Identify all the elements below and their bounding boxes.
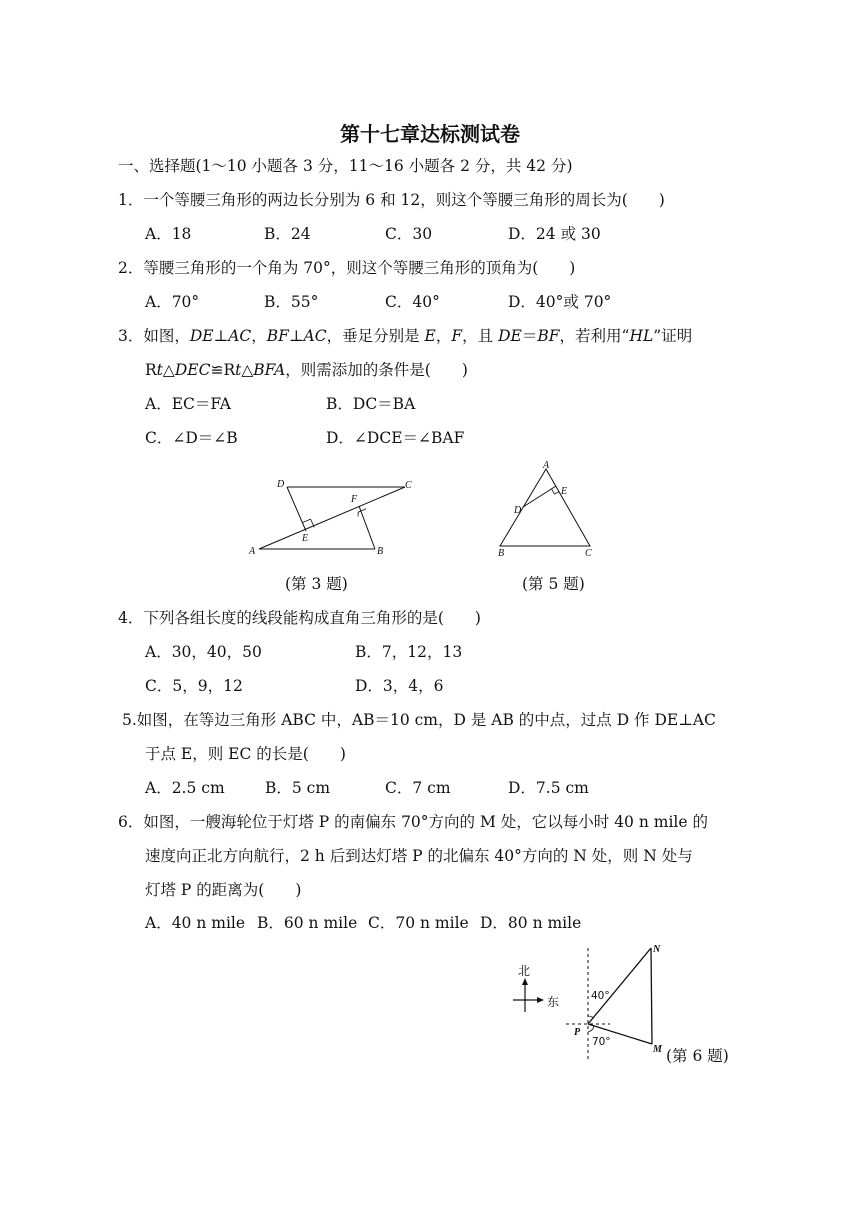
q3-option-d: D．∠DCE＝∠BAF [326,429,465,447]
q1-option-a: A．18 [145,225,192,243]
figure-6-diagram [505,940,675,1070]
q5-option-a: A．2.5 cm [145,779,225,797]
question-5-line1: 5.如图，在等边三角形 ABC 中，AB＝10 cm，D 是 AB 的中点，过点 D 作 DE⊥AC [122,711,716,729]
question-4-stem: 4．下列各组长度的线段能构成直角三角形的是( ) [118,609,481,627]
fig5-label-d: D [514,505,522,516]
compass-north-label: 北 [518,964,531,978]
fig5-label-c: C [585,548,592,559]
q6-option-d: D．80 n mile [480,914,582,932]
section-heading: 一、选择题(1～10 小题各 3 分，11～16 小题各 2 分，共 42 分) [118,157,573,175]
q3-option-a: A．EC＝FA [145,395,231,413]
q6-option-b: B．60 n mile [257,914,358,932]
q2-option-b: B．55° [264,293,319,311]
q6-option-c: C．70 n mile [368,914,469,932]
fig3-label-c: C [405,480,412,491]
q3-option-b: B．DC＝BA [326,395,416,413]
q1-option-d: D．24 或 30 [508,225,601,243]
question-3-stem-line2: Rt△DEC≌Rt△BFA，则需添加的条件是( ) [145,361,468,379]
compass-east-label: 东 [547,995,560,1009]
q5-option-d: D．7.5 cm [508,779,589,797]
q5-option-c: C．7 cm [385,779,451,797]
question-6-line2: 速度向正北方向航行，2 h 后到达灯塔 P 的北偏东 40°方向的 N 处，则 N 处与 [145,847,693,865]
q1-option-c: C．30 [385,225,433,243]
fig3-label-e: E [302,533,309,544]
page-title: 第十七章达标测试卷 [340,122,520,146]
question-1-stem: 1．一个等腰三角形的两边长分别为 6 和 12，则这个等腰三角形的周长为( ) [118,191,665,209]
compass-icon [513,978,544,1012]
fig6-label-n: N [653,944,661,955]
figure-6-caption: (第 6 题) [666,1047,729,1065]
q5-option-b: B．5 cm [265,779,331,797]
fig3-label-a: A [249,546,256,557]
q2-option-a: A．70° [145,293,200,311]
question-2-stem: 2．等腰三角形的一个角为 70°，则这个等腰三角形的顶角为( ) [118,259,576,277]
figure-5-caption: (第 5 题) [522,575,585,593]
q4-option-c: C．5，9，12 [145,677,243,695]
fig5-label-b: B [498,548,505,559]
q3-option-c: C．∠D＝∠B [145,429,238,447]
q4-option-d: D．3，4，6 [355,677,444,695]
q2-option-c: C．40° [385,293,440,311]
fig3-label-d: D [277,479,285,490]
fig6-label-m: M [653,1044,662,1055]
fig3-label-f: F [351,494,358,505]
figure-5-diagram [490,455,610,565]
question-6-line3: 灯塔 P 的距离为( ) [145,881,302,899]
q1-option-b: B．24 [264,225,311,243]
question-3-stem-line1: 3．如图，DE⊥AC，BF⊥AC，垂足分别是 E，F，且 DE＝BF，若利用“HL”证明 [118,327,693,345]
fig5-label-e: E [561,486,568,497]
fig3-label-b: B [377,546,384,557]
question-6-line1: 6．如图，一艘海轮位于灯塔 P 的南偏东 70°方向的 M 处，它以每小时 40 n mile 的 [118,813,708,831]
fig6-angle-70: 70° [592,1036,611,1048]
figure-3-caption: (第 3 题) [285,575,348,593]
q2-option-d: D．40°或 70° [508,293,612,311]
fig6-angle-40: 40° [591,990,610,1002]
q4-option-b: B．7，12，13 [355,643,463,661]
figure-3-diagram [240,470,420,565]
question-5-line2: 于点 E，则 EC 的长是( ) [145,745,346,763]
fig6-label-p: P [574,1027,581,1038]
fig5-label-a: A [543,460,550,471]
q4-option-a: A．30，40，50 [145,643,262,661]
q6-option-a: A．40 n mile [145,914,246,932]
